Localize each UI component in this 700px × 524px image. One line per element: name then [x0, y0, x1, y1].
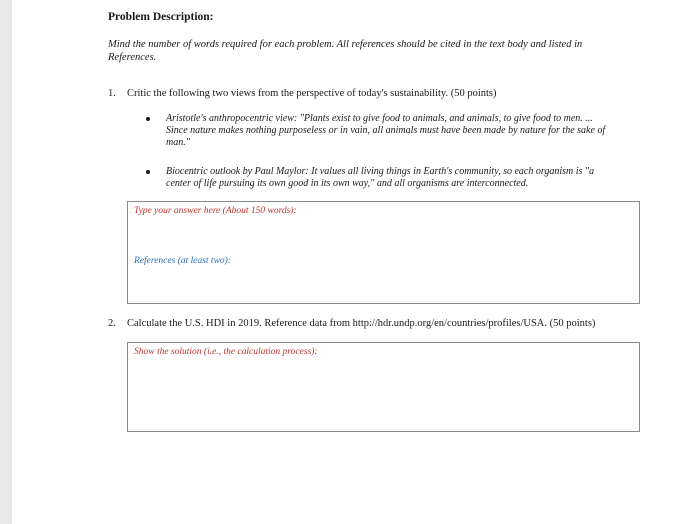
instructions-note: Mind the number of words required for each problem. All references should be cited in the text body and listed in References.	[108, 39, 583, 63]
question-2-number: 2.	[108, 318, 116, 329]
answer-prompt-2: Show the solution (i.e., the calculation process):	[134, 347, 318, 357]
bullet-item-aristotle	[146, 113, 616, 149]
answer-prompt-1: Type your answer here (About 150 words):	[134, 206, 297, 216]
bullet-dot-icon	[146, 117, 150, 121]
question-2-text: Calculate the U.S. HDI in 2019. Reference data from http://hdr.undp.org/en/countries/profiles/USA. (50 points)	[127, 318, 596, 329]
bullet-item-biocentric	[146, 166, 616, 190]
document-page	[12, 0, 700, 524]
question-1-text: Critic the following two views from the perspective of today's sustainability. (50 points)	[127, 88, 497, 99]
page-heading: Problem Description:	[108, 11, 214, 23]
bullet-text: Aristotle's anthropocentric view: "Plants exist to give food to animals, and animals, to give food to men. ... Since nature makes nothing purposeless or in vain, all animals must have been made by nature for the sake of man."	[166, 113, 606, 148]
references-prompt: References (at least two):	[134, 256, 231, 266]
question-1-number: 1.	[108, 88, 116, 99]
answer-box-1[interactable]	[127, 201, 640, 304]
bullet-dot-icon	[146, 170, 150, 174]
bullet-text: Biocentric outlook by Paul Maylor: It values all living things in Earth's community, so each organism is "a center of life pursuing its own good in its own way," and all organisms are interconnected.	[166, 166, 595, 189]
answer-box-2[interactable]	[127, 342, 640, 432]
